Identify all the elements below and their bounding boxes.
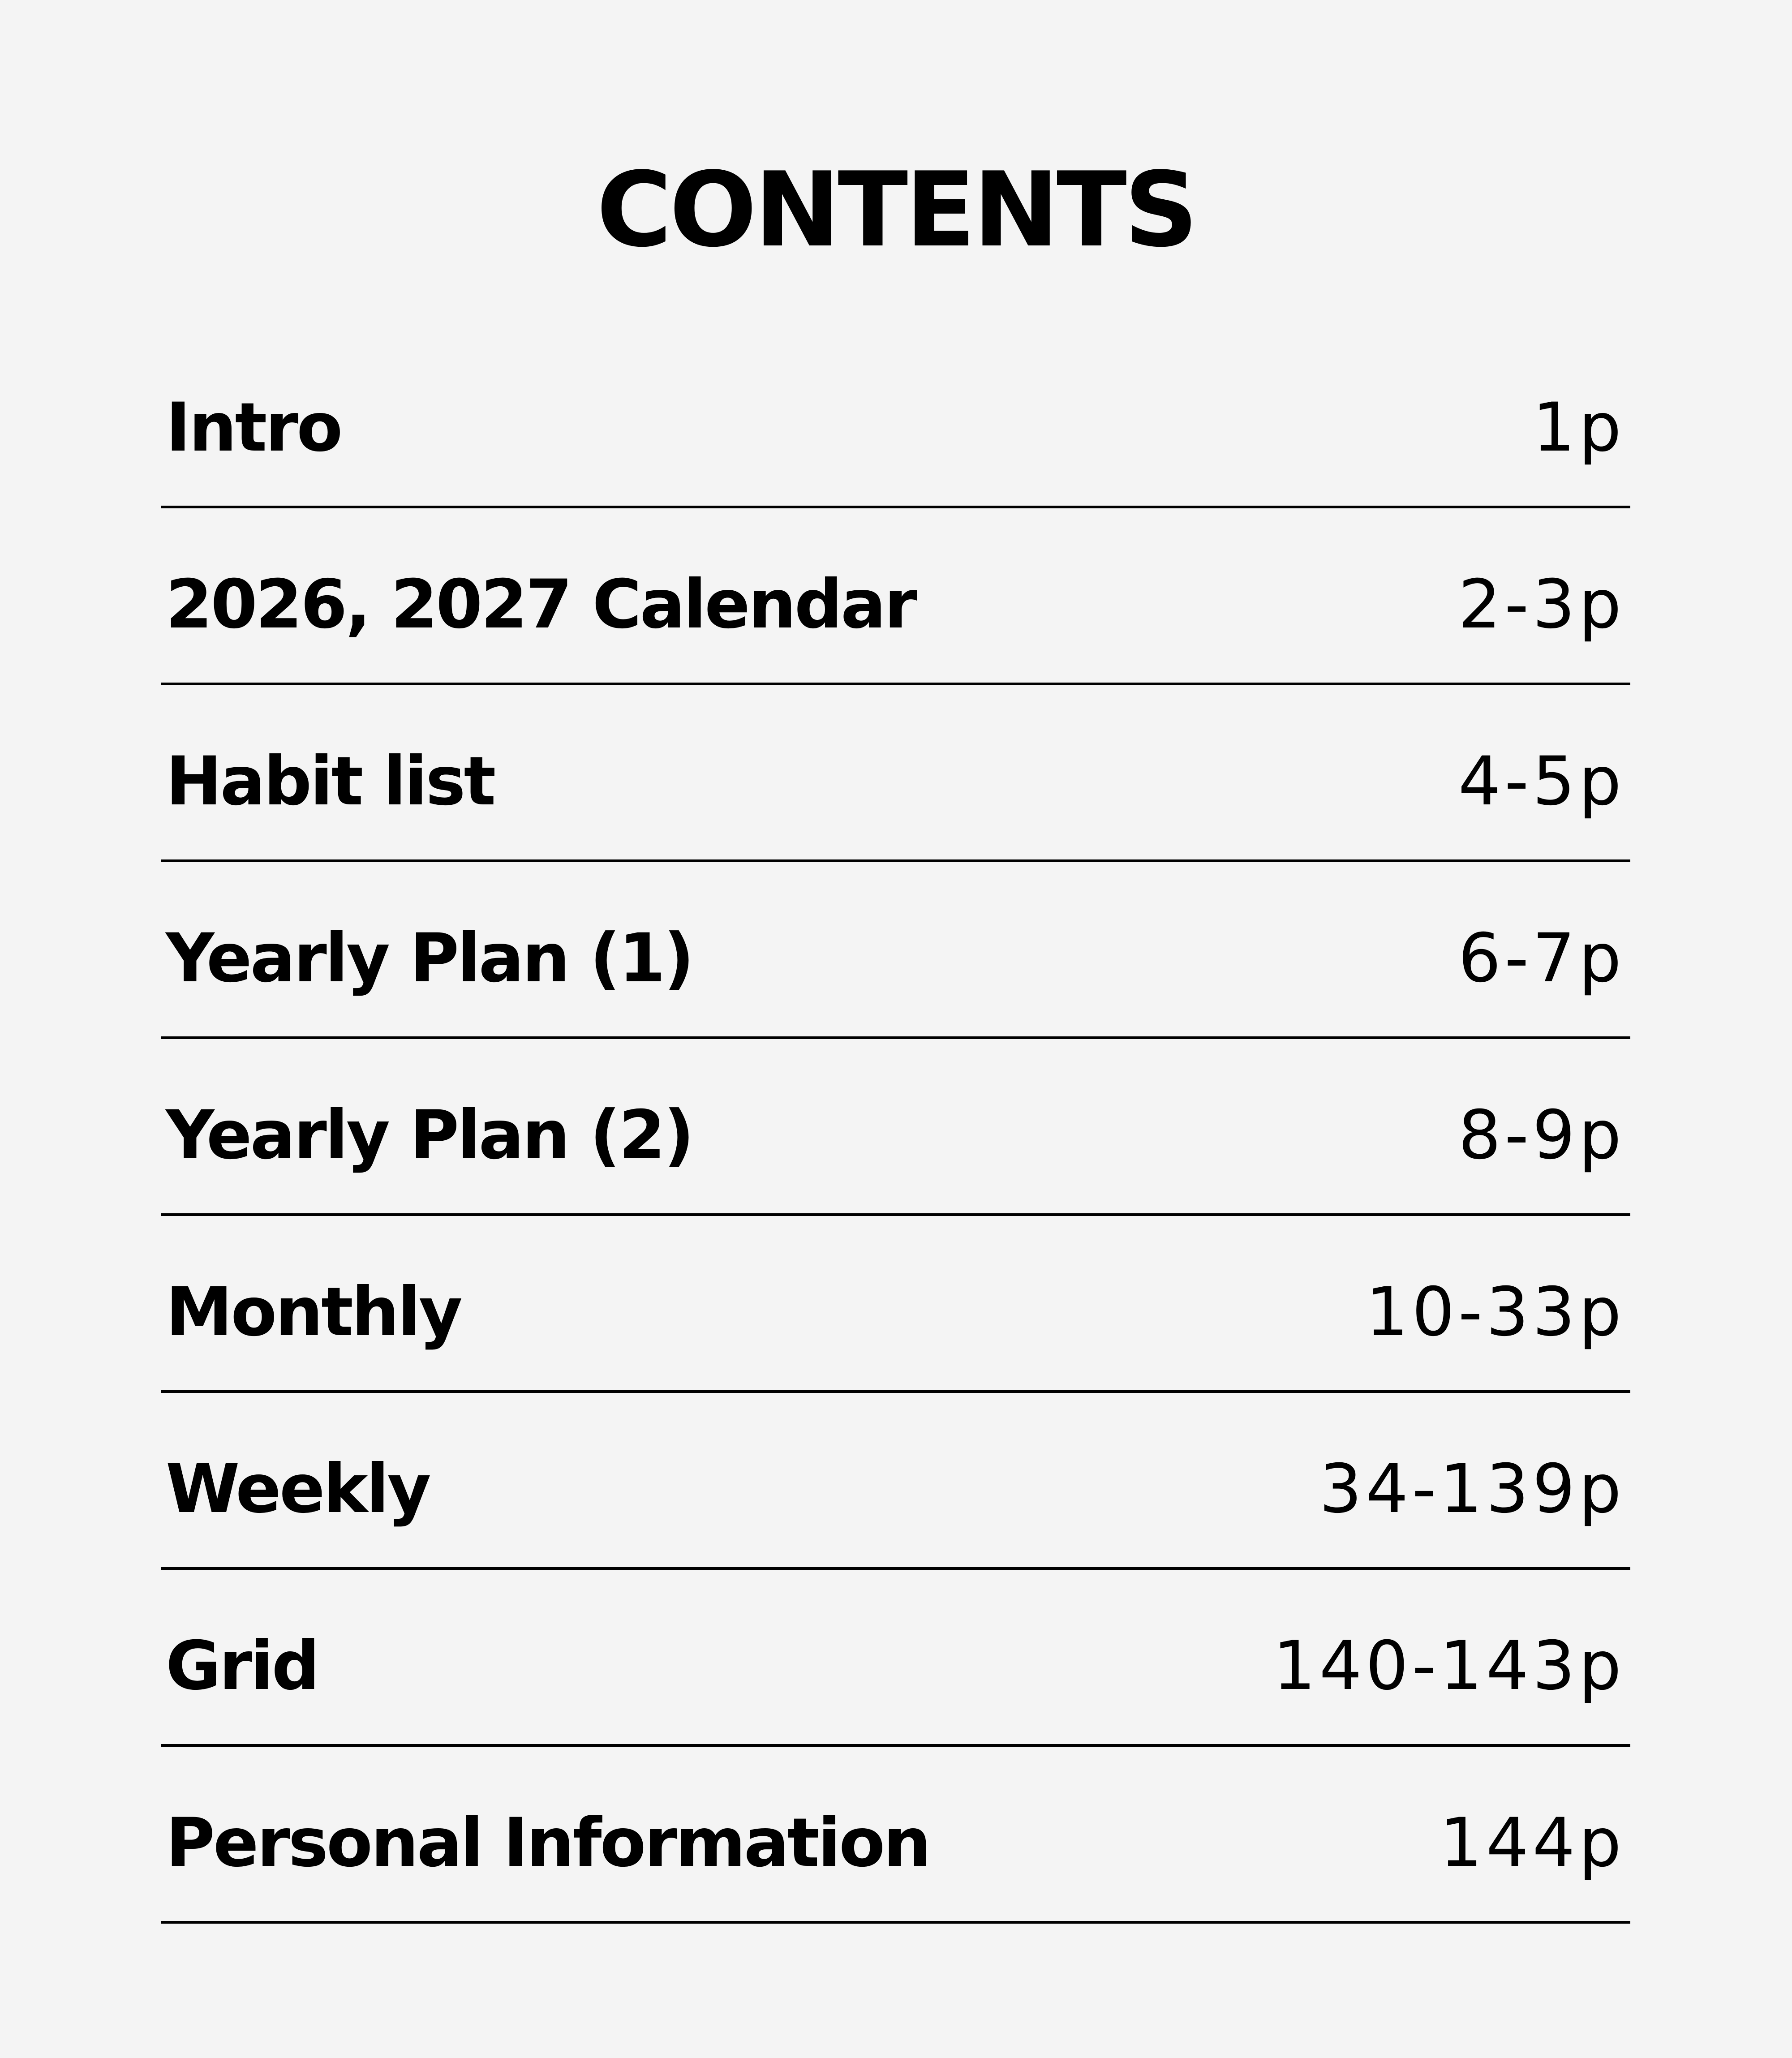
page-title: CONTENTS (596, 150, 1196, 270)
toc-entry-label: Grid (166, 1627, 318, 1705)
toc-entry-label: 2026, 2027 Calendar (166, 566, 916, 644)
toc-entry-yearly-plan-2[interactable] (161, 1039, 1630, 1216)
toc-entry-pages: 8-9p (1458, 1096, 1625, 1174)
toc-entry-label: Intro (166, 389, 341, 467)
toc-entry-pages: 1p (1532, 389, 1625, 467)
table-of-contents (161, 331, 1630, 1924)
toc-entry-pages: 6-7p (1458, 919, 1625, 997)
toc-entry-pages: 34-139p (1319, 1450, 1625, 1528)
toc-entry-label: Weekly (166, 1450, 430, 1528)
toc-entry-label: Yearly Plan (1) (166, 919, 693, 997)
toc-entry-monthly[interactable] (161, 1216, 1630, 1393)
toc-entry-pages: 4-5p (1458, 743, 1625, 821)
toc-entry-pages: 144p (1440, 1804, 1625, 1882)
toc-entry-pages: 2-3p (1458, 566, 1625, 644)
toc-entry-label: Habit list (166, 743, 494, 821)
toc-entry-label: Yearly Plan (2) (166, 1096, 693, 1174)
toc-entry-calendar[interactable] (161, 508, 1630, 685)
toc-entry-pages: 140-143p (1273, 1627, 1625, 1705)
toc-entry-habit-list[interactable] (161, 685, 1630, 862)
toc-entry-intro[interactable] (161, 331, 1630, 508)
toc-entry-pages: 10-33p (1365, 1273, 1625, 1351)
toc-entry-label: Personal Information (166, 1804, 929, 1882)
toc-entry-label: Monthly (166, 1273, 461, 1351)
toc-entry-weekly[interactable] (161, 1393, 1630, 1570)
toc-entry-personal-information[interactable] (161, 1747, 1630, 1924)
toc-entry-yearly-plan-1[interactable] (161, 862, 1630, 1039)
toc-entry-grid[interactable] (161, 1570, 1630, 1747)
